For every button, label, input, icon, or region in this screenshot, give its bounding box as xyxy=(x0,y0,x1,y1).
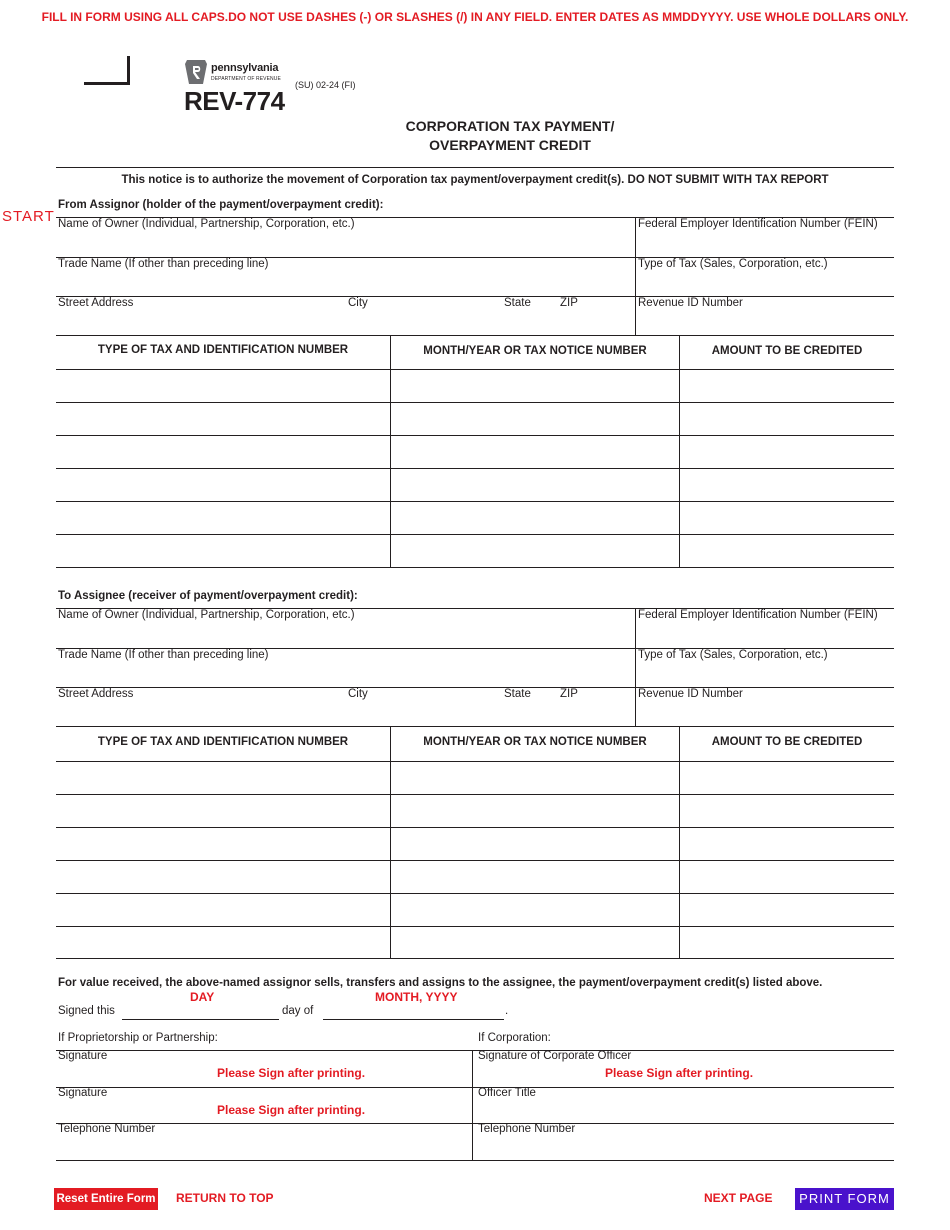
assignee-trade-name-field[interactable]: Trade Name (If other than preceding line) xyxy=(58,649,269,661)
assignor-col-month-year: MONTH/YEAR OR TAX NOTICE NUMBER xyxy=(423,345,647,357)
return-to-top-button[interactable]: RETURN TO TOP xyxy=(176,1191,274,1205)
proprietorship-heading: If Proprietorship or Partnership: xyxy=(58,1032,218,1044)
assignee-col-tax-type: TYPE OF TAX AND IDENTIFICATION NUMBER xyxy=(97,736,349,748)
start-marker[interactable]: START xyxy=(2,208,55,225)
corp-telephone-field[interactable]: Telephone Number xyxy=(478,1123,576,1135)
assignor-tax-type-field[interactable]: Type of Tax (Sales, Corporation, etc.) xyxy=(638,258,828,270)
keystone-icon xyxy=(185,60,207,84)
pa-revenue-logo xyxy=(185,60,295,86)
corner-mark xyxy=(84,56,130,85)
month-year-field[interactable]: MONTH, YYYY xyxy=(375,990,458,1004)
assignee-tax-type-field[interactable]: Type of Tax (Sales, Corporation, etc.) xyxy=(638,649,828,661)
assignee-heading: To Assignee (receiver of payment/overpayment credit): xyxy=(58,590,358,602)
assignee-name-field[interactable]: Name of Owner (Individual, Partnership, Corporation, etc.) xyxy=(58,609,355,621)
form-title xyxy=(330,117,690,155)
assignee-zip-field[interactable]: ZIP xyxy=(560,688,578,700)
assignee-street-field[interactable]: Street Address xyxy=(58,688,134,700)
assignor-zip-field[interactable]: ZIP xyxy=(560,297,578,309)
signature-field-2[interactable]: Signature xyxy=(58,1087,108,1099)
assignee-city-field[interactable]: City xyxy=(348,688,368,700)
sign-note-2: Please Sign after printing. xyxy=(217,1103,366,1117)
assignor-col-tax-type: TYPE OF TAX AND IDENTIFICATION NUMBER xyxy=(97,344,349,356)
assignor-trade-name-field[interactable]: Trade Name (If other than preceding line) xyxy=(58,258,269,270)
corporation-heading: If Corporation: xyxy=(478,1032,551,1044)
sign-note-corp: Please Sign after printing. xyxy=(605,1066,754,1080)
transfer-statement: For value received, the above-named assignor sells, transfers and assigns to the assignee, the payment/overpayment credit(s) listed above. xyxy=(58,977,823,989)
telephone-field[interactable]: Telephone Number xyxy=(58,1123,156,1135)
sign-note-1: Please Sign after printing. xyxy=(217,1066,366,1080)
assignor-name-field[interactable]: Name of Owner (Individual, Partnership, Corporation, etc.) xyxy=(58,218,355,230)
assignor-revenue-id-field[interactable]: Revenue ID Number xyxy=(638,297,743,309)
revision-code: (SU) 02-24 (FI) xyxy=(295,80,356,90)
assignee-revenue-id-field[interactable]: Revenue ID Number xyxy=(638,688,743,700)
notice-text: This notice is to authorize the movement of Corporation tax payment/overpayment credit(s). DO NOT SUBMIT WITH TAX REPORT xyxy=(121,174,829,186)
assignor-col-amount: AMOUNT TO BE CREDITED xyxy=(711,345,863,357)
assignee-fein-field[interactable]: Federal Employer Identification Number (FEIN) xyxy=(638,609,878,621)
logo-name: pennsylvania xyxy=(211,62,279,74)
rule xyxy=(56,167,894,168)
assignor-heading: From Assignor (holder of the payment/overpayment credit): xyxy=(58,199,384,211)
assignor-state-field[interactable]: State xyxy=(504,297,531,309)
day-field[interactable]: DAY xyxy=(190,990,215,1004)
corporate-officer-signature-field[interactable]: Signature of Corporate Officer xyxy=(478,1050,632,1062)
day-of-label: day of xyxy=(282,1005,314,1017)
signature-field-1[interactable]: Signature xyxy=(58,1050,108,1062)
logo-dept: DEPARTMENT OF REVENUE xyxy=(211,76,281,82)
assignee-col-month-year: MONTH/YEAR OR TAX NOTICE NUMBER xyxy=(423,736,647,748)
assignor-city-field[interactable]: City xyxy=(348,297,368,309)
assignee-state-field[interactable]: State xyxy=(504,688,531,700)
reset-form-button[interactable]: Reset Entire Form xyxy=(54,1188,158,1210)
title-line-2: OVERPAYMENT CREDIT xyxy=(429,137,591,153)
title-line-1: CORPORATION TAX PAYMENT/ xyxy=(405,118,615,134)
period: . xyxy=(505,1005,509,1017)
form-number: REV-774 xyxy=(184,86,285,116)
signed-this-label: Signed this xyxy=(58,1005,115,1017)
officer-title-field[interactable]: Officer Title xyxy=(478,1087,536,1099)
next-page-button[interactable]: NEXT PAGE xyxy=(704,1191,773,1205)
print-form-button[interactable]: PRINT FORM xyxy=(795,1188,894,1210)
assignor-fein-field[interactable]: Federal Employer Identification Number (FEIN) xyxy=(638,218,878,230)
instructions-banner: FILL IN FORM USING ALL CAPS.DO NOT USE DASHES (-) OR SLASHES (/) IN ANY FIELD. ENTER DATES AS MMDDYYYY. USE WHOLE DOLLARS ONLY. xyxy=(41,10,909,24)
assignor-street-field[interactable]: Street Address xyxy=(58,297,134,309)
assignee-col-amount: AMOUNT TO BE CREDITED xyxy=(711,736,863,748)
